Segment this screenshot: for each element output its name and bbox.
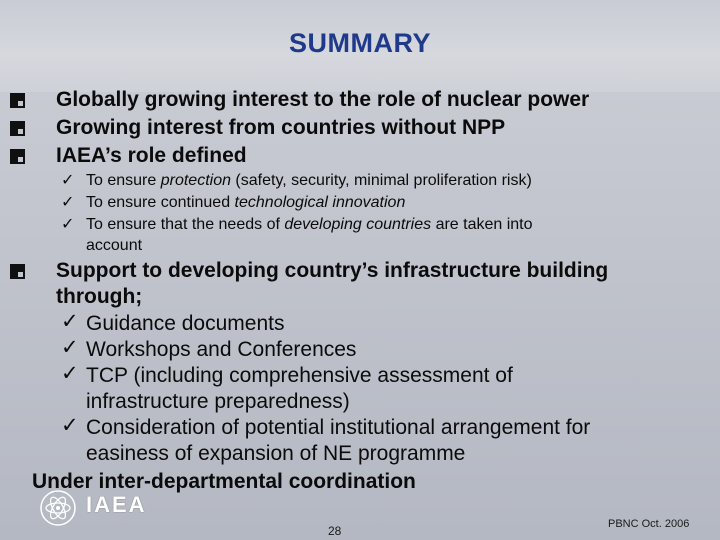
support-check-2: Workshops and Conferences xyxy=(86,338,357,361)
square-bullet-icon xyxy=(10,93,25,108)
bullet-2: Growing interest from countries without NPP xyxy=(56,116,506,139)
support-check-3-cont: infrastructure preparedness) xyxy=(86,390,350,413)
square-bullet-icon xyxy=(10,264,25,279)
support-heading: Support to developing country’s infrastructure building xyxy=(56,259,609,282)
role-check-3-cont: account xyxy=(86,237,143,254)
checkmark-icon: ✓ xyxy=(61,362,79,385)
bullet-1: Globally growing interest to the role of nuclear power xyxy=(56,88,590,111)
support-check-1: Guidance documents xyxy=(86,312,285,335)
checkmark-icon: ✓ xyxy=(61,414,79,437)
checkmark-icon: ✓ xyxy=(61,172,75,189)
support-check-4-cont: easiness of expansion of NE programme xyxy=(86,442,466,465)
checkmark-icon: ✓ xyxy=(61,336,79,359)
page-number: 28 xyxy=(328,524,342,538)
checkmark-icon: ✓ xyxy=(61,310,79,333)
square-bullet-icon xyxy=(10,121,25,136)
checkmark-icon: ✓ xyxy=(61,216,75,233)
coordination-line: Under inter-departmental coordination xyxy=(32,470,416,493)
iaea-logo-icon xyxy=(38,488,78,528)
checkmark-icon: ✓ xyxy=(61,194,75,211)
support-check-4: Consideration of potential institutional arrangement for xyxy=(86,416,591,439)
footer-text: PBNC Oct. 2006 xyxy=(608,518,690,530)
support-check-3: TCP (including comprehensive assessment of xyxy=(86,364,513,387)
role-check-3: To ensure that the needs of developing countries are taken into xyxy=(86,216,533,233)
support-heading-cont: through; xyxy=(56,285,143,308)
role-check-1: To ensure protection (safety, security, minimal proliferation risk) xyxy=(86,172,532,189)
role-check-2: To ensure continued technological innovation xyxy=(86,194,406,211)
slide-title: SUMMARY xyxy=(289,28,431,58)
logo-text: IAEA xyxy=(86,492,147,517)
square-bullet-icon xyxy=(10,149,25,164)
bullet-3: IAEA’s role defined xyxy=(56,144,247,167)
